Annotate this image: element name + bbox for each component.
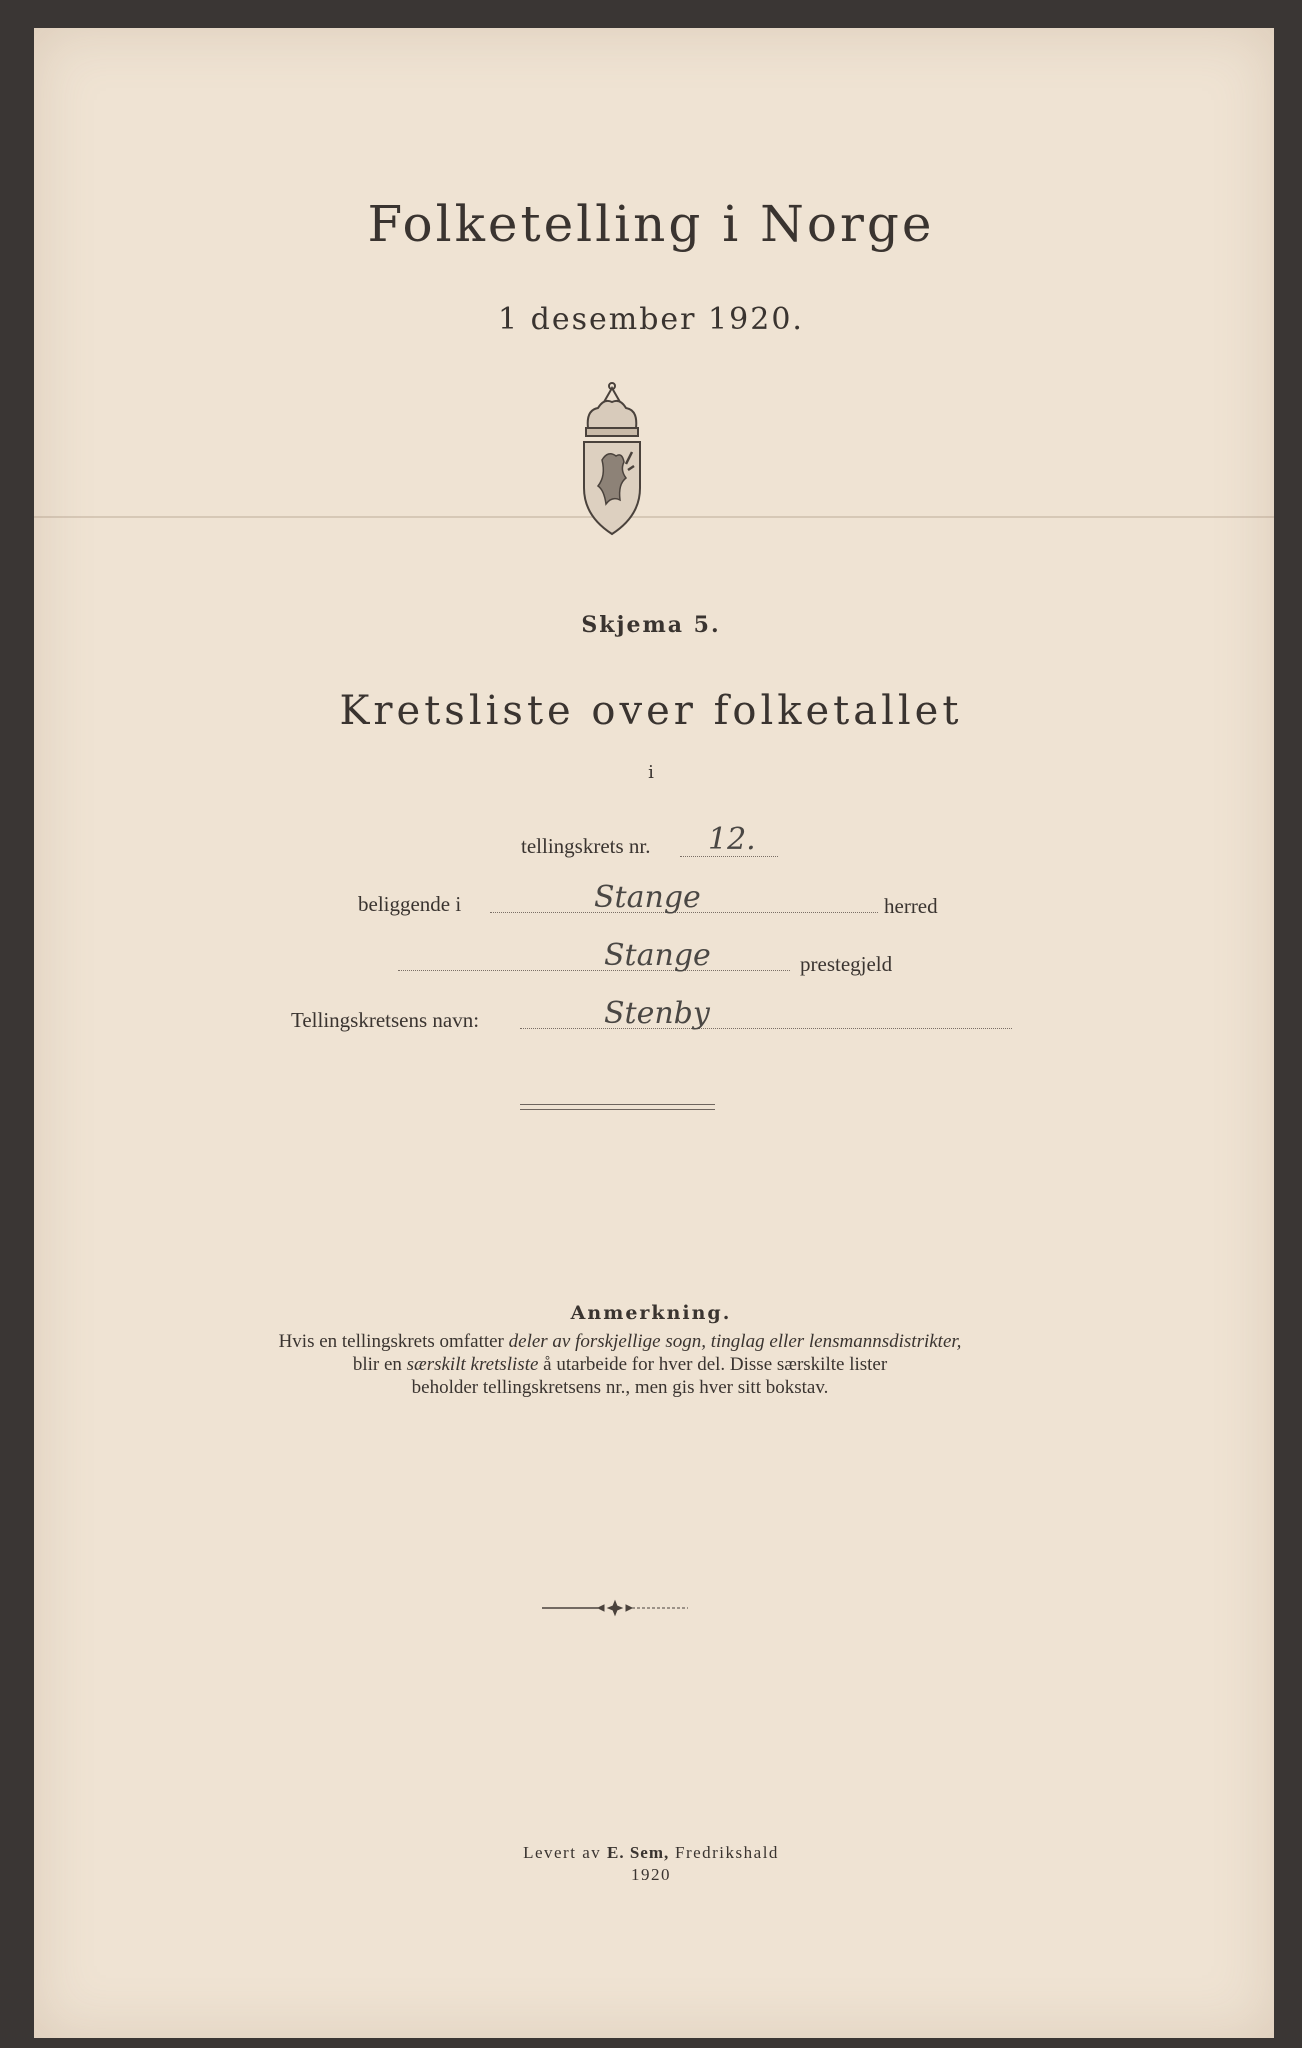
printer-prefix: Levert av: [523, 1843, 607, 1862]
note-heading: Anmerkning.: [570, 1302, 732, 1324]
prestegjeld-label: prestegjeld: [800, 952, 893, 976]
note-line-3: beholder tellingskretsens nr., men gis hver sitt bokstav.: [411, 1377, 829, 1398]
star-ornament-icon: [540, 1598, 690, 1618]
note-text: blir en: [352, 1354, 407, 1375]
schema-number: Skjema 5.: [581, 612, 721, 638]
beliggende-label: beliggende i: [358, 892, 462, 916]
note-line-2: [150, 1353, 1090, 1376]
prestegjeld-value: Stange: [604, 938, 711, 973]
printer-name: E. Sem,: [606, 1843, 670, 1862]
tellingskrets-label: tellingskrets nr.: [521, 834, 651, 858]
note-line-1: [150, 1330, 1090, 1353]
kretsnavn-value: Stenby: [604, 996, 710, 1031]
note-italic-text: deler av forskjellige sogn, tinglag eller lensmannsdistrikter,: [508, 1331, 962, 1352]
note-text: å utarbeide for hver del. Disse særskilte lister: [538, 1354, 888, 1375]
printer-year: 1920: [631, 1865, 671, 1884]
printer-place: Fredrikshald: [669, 1843, 779, 1862]
connector-text: i: [648, 762, 654, 783]
herred-value: Stange: [594, 880, 701, 915]
tellingskrets-value: 12.: [708, 822, 756, 857]
note-body: [150, 1330, 1090, 1399]
norwegian-coat-of-arms-icon: [564, 380, 660, 540]
herred-label: herred: [884, 894, 938, 918]
divider-rule: [520, 1104, 715, 1110]
printer-line: [0, 1842, 1302, 1864]
note-text: Hvis en tellingskrets omfatter: [278, 1331, 509, 1352]
document-date: 1 desember 1920.: [498, 302, 804, 337]
printer-footer: [0, 1842, 1302, 1886]
kretsnavn-line: [520, 1028, 1012, 1029]
prestegjeld-line: [398, 970, 790, 971]
document-title: Folketelling i Norge: [367, 195, 935, 253]
note-italic-text: særskilt kretsliste: [406, 1354, 539, 1375]
form-heading: Kretsliste over folketallet: [339, 688, 963, 734]
kretsnavn-label: Tellingskretsens navn:: [291, 1008, 480, 1032]
